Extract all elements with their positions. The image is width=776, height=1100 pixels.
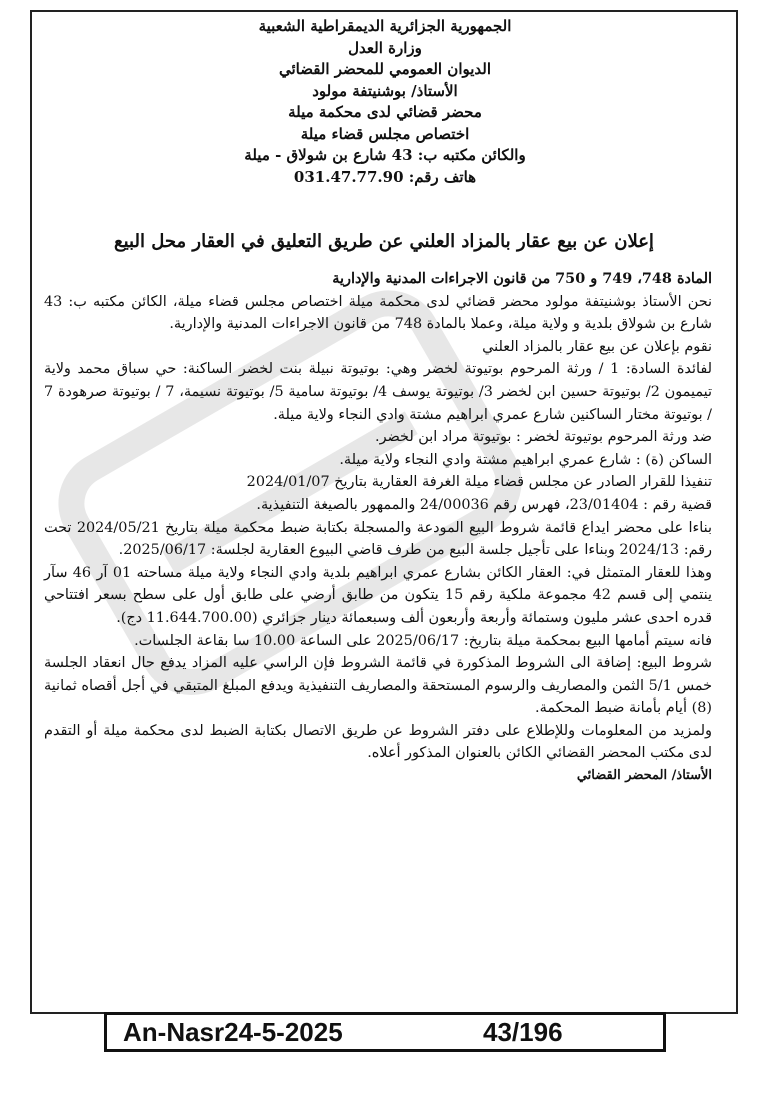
announce-line: نقوم بإعلان عن بيع عقار بالمزاد العلني <box>482 338 712 355</box>
intro-paragraph: نحن الأستاذ بوشنيتفة مولود محضر قضائي لدى محكمة ميلة اختصاص مجلس قضاء ميلة، الكائن مكتبه ب: 43 شارع بن شولاق بلدية و ولاية ميلة، وعملا بالمادة 748 من قانون الاجراءات المدنية والإدارية. <box>44 293 712 333</box>
terms-paragraph: شروط البيع: إضافة الى الشروط المذكورة في قائمة الشروط فإن الراسي عليه المزاد يدفع حال انعقاد الجلسة خمس 5/1 الثمن والمصاريف والرسوم المستحقة والمصاريف التنفيذية ويدفع المبلغ المتبقي في أجل أقصاه ثمانية (8) أيام بأمانة ضبط المحكمة. <box>44 655 713 717</box>
header-court: محضر قضائي لدى محكمة ميلة <box>288 103 482 121</box>
case-line: قضية رقم : 23/01404، فهرس رقم 24/00036 والممهور بالصيغة التنفيذية. <box>256 496 712 513</box>
header-bailiff-name: الأستاذ/ بوشنيتفة مولود <box>312 81 458 100</box>
execution-line: تنفيذا للقرار الصادر عن مجلس قضاء ميلة الغرفة العقارية بتاريخ 2024/01/07 <box>246 474 712 491</box>
publication-footer <box>104 1012 666 1052</box>
document-header <box>40 16 730 188</box>
against-line: ضد ورثة المرحوم بوتيوتة لخضر : بوتيوتة مراد ابن لخضر. <box>375 429 712 446</box>
header-phone: هاتف رقم: 031.47.77.90 <box>293 167 477 186</box>
law-articles: المادة 748، 749 و 750 من قانون الاجراءات المدنية والإدارية <box>332 270 712 287</box>
announcement-title: إعلان عن بيع عقار بالمزاد العلني عن طريق التعليق في العقار محل البيع <box>114 231 654 252</box>
header-country: الجمهورية الجزائرية الديمقراطية الشعبية <box>258 17 512 35</box>
page-reference: 43/196 <box>483 1017 563 1047</box>
residing-line: الساكن (ة) : شارع عمري ابراهيم مشتة وادي النجاء ولاية ميلة. <box>339 451 712 468</box>
header-ministry: وزارة العدل <box>348 38 422 57</box>
property-paragraph: وهذا للعقار المتمثل في: العقار الكائن بشارع عمري ابراهيم بلدية وادي النجاء ولاية ميلة مساحته 01 آر 46 سآر ينتمي إلى قسم 42 مجموعة ملكية رقم 15 يتكون من طابق أرضي على طابق أول على سطح بسعر افتتاحي قدره احدى عشر مليون وستمائة وأربعة وأربعون ألف وسبعمائة دينار جزائري (11.644.700.00 دج). <box>44 564 713 626</box>
deposit-paragraph: بناءا على محضر ايداع قائمة شروط البيع المودعة والمسجلة بكتابة ضبط محكمة ميلة بتاريخ 2024/05/21 تحت رقم: 2024/13 وبناءا على تأجيل جلسة البيع من طرف قاضي البيوع العقارية لجلسة: 2025/06/17. <box>44 519 712 559</box>
header-jurisdiction: اختصاص مجلس قضاء ميلة <box>300 124 470 143</box>
header-address: والكائن مكتبه ب: 43 شارع بن شولاق - ميلة <box>244 146 526 164</box>
announcement-body <box>44 268 712 787</box>
publication-name-date: An-Nasr24-5-2025 <box>123 1017 343 1047</box>
beneficiaries-paragraph: لفائدة السادة: 1 / ورثة المرحوم بوتيوتة لخضر وهي: بوتيوتة نبيلة بنت لخضر الساكنة: حي سباق محمد ولاية تيميمون 2/ بوتيوتة حسين ابن لخضر 3/ بوتيوتة يوسف 4/ بوتيوتة سامية 5/ بوتيوتة نسيمة، 7 / بوتيوتة صرهودة 7 / بوتيوتة مختار الساكنين شارع عمري ابراهيم مشتة وادي النجاء ولاية ميلة. <box>44 361 712 423</box>
sale-date-paragraph: فانه سيتم أمامها البيع بمحكمة ميلة بتاريخ: 2025/06/17 على الساعة 10.00 سا بقاعة الجلسات. <box>134 632 712 649</box>
header-office: الديوان العمومي للمحضر القضائي <box>278 60 492 78</box>
signature-line: الأستاذ/ المحضر القضائي <box>576 768 712 784</box>
contact-paragraph: ولمزيد من المعلومات وللإطلاع على دفتر الشروط عن طريق الاتصال بكتابة الضبط لدى محكمة ميلة أو التقدم لدى مكتب المحضر القضائي الكائن بالعنوان المذكور أعلاه. <box>44 722 712 762</box>
